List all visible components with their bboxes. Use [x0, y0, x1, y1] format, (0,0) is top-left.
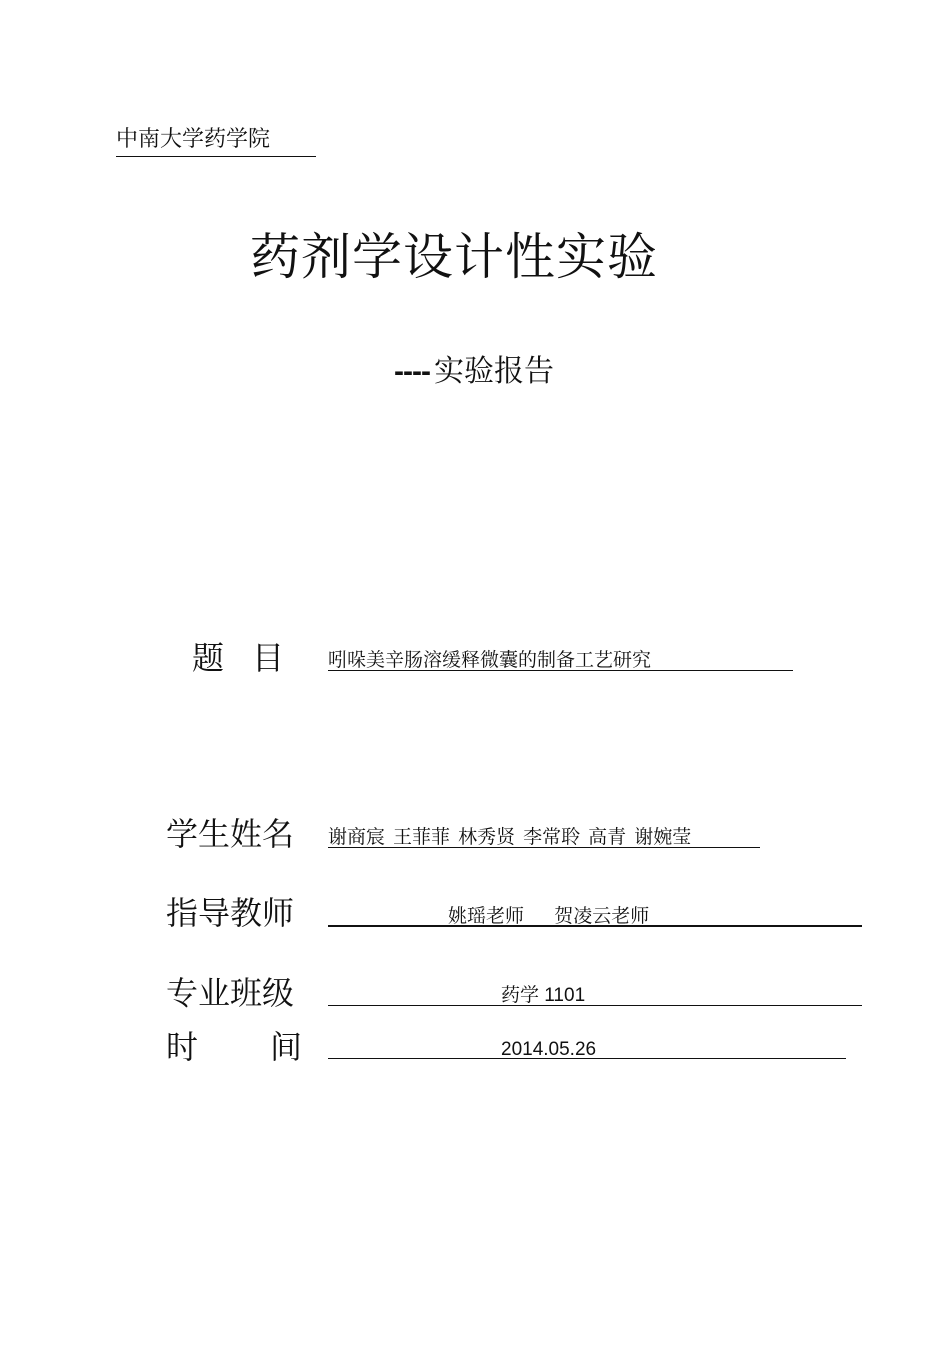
date-label-char-2: 间 — [270, 1028, 303, 1066]
major-class-underline — [328, 1005, 862, 1006]
subtitle-dashes: ---- — [394, 355, 430, 388]
topic-value: 吲哚美辛肠溶缓释微囊的制备工艺研究 — [328, 649, 652, 671]
topic-label-char-2: 目 — [252, 639, 285, 677]
report-subtitle — [394, 352, 554, 392]
major-class-value: 药学 1101 — [501, 985, 586, 1006]
subtitle-text: 实验报告 — [433, 354, 554, 389]
students-underline — [328, 847, 760, 848]
students-value: 谢商宸 王菲菲 林秀贤 李常聆 高青 谢婉莹 — [328, 826, 692, 848]
major-class-label: 专业班级 — [166, 974, 295, 1012]
topic-underline — [328, 670, 793, 671]
advisors-label: 指导教师 — [166, 894, 295, 932]
report-main-title — [0, 222, 950, 292]
date-value: 2014.05.26 — [501, 1039, 597, 1060]
institution-name: 中南大学药学院 — [116, 127, 271, 152]
students-label: 学生姓名 — [166, 815, 295, 853]
main-title-text: 药剂学设计性实验 — [250, 228, 658, 286]
institution-underline — [116, 156, 316, 157]
advisors-underline — [328, 925, 862, 927]
date-underline — [328, 1058, 846, 1059]
date-label-char-1: 时 — [166, 1028, 199, 1066]
advisors-value: 姚瑶老师 贺凌云老师 — [448, 905, 650, 927]
topic-label-char-1: 题 — [192, 639, 225, 677]
